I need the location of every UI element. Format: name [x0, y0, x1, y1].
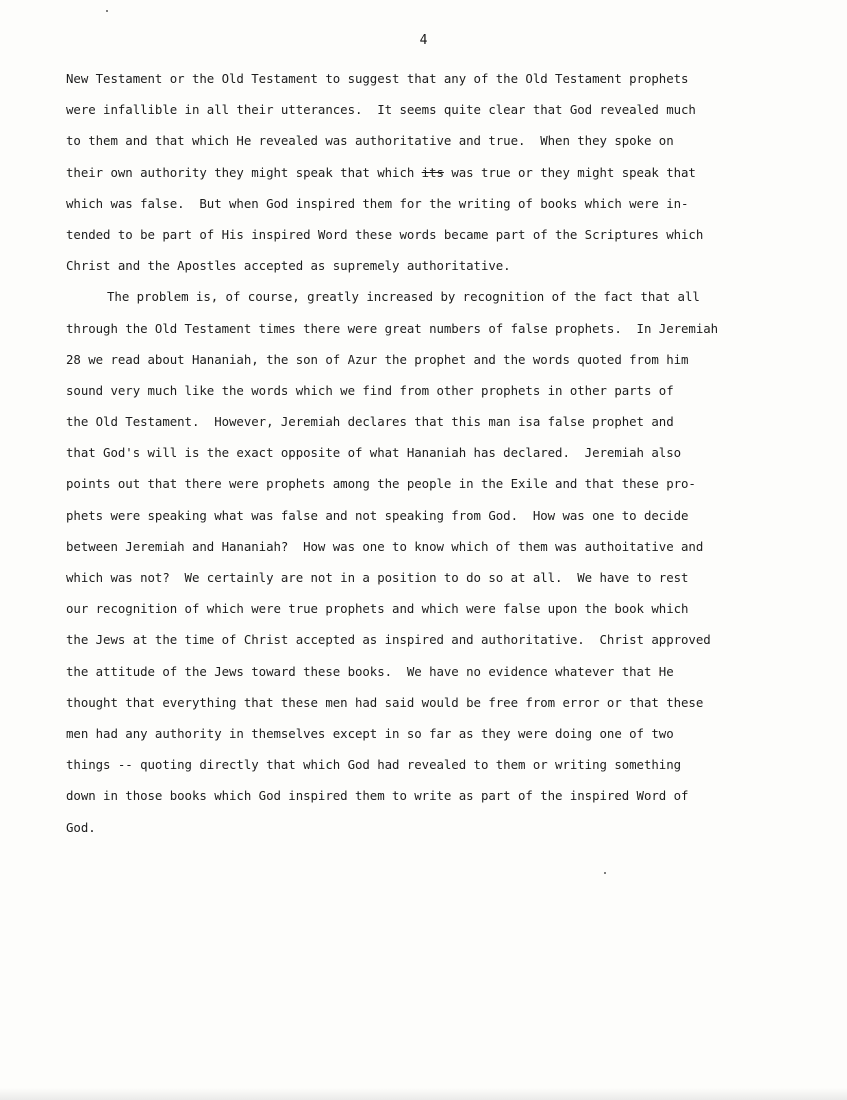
text-line: sound very much like the words which we find from other prophets in other parts of: [66, 382, 674, 398]
text-line: the Jews at the time of Christ accepted as inspired and authoritative. Christ approved: [66, 632, 711, 648]
text-line: things -- quoting directly that which God had revealed to them or writing something: [66, 757, 682, 773]
text-line: our recognition of which were true prophets and which were false upon the book which: [66, 601, 689, 617]
text-line: through the Old Testament times there were great numbers of false prophets. In Jeremiah: [66, 320, 719, 336]
text-line: [66, 157, 811, 188]
scan-speck: [106, 10, 108, 12]
scan-speck: [604, 872, 606, 874]
text-line: down in those books which God inspired them to write as part of the inspired Word of: [66, 788, 689, 804]
paragraph-1: [66, 63, 811, 281]
text-line: the Old Testament. However, Jeremiah declares that this man isa false prophet and: [66, 414, 674, 430]
text-line: Christ and the Apostles accepted as supremely authoritative.: [66, 258, 511, 274]
text-line: tended to be part of His inspired Word these words became part of the Scriptures which: [66, 226, 704, 242]
text-line: The problem is, of course, greatly increased by recognition of the fact that all: [107, 289, 700, 305]
text-line: which was not? We certainly are not in a position to do so at all. We have to rest: [66, 570, 689, 585]
paragraph-2: [66, 281, 811, 874]
text-line: thought that everything that these men had said would be free from error or that these: [66, 694, 704, 710]
text-line: New Testament or the Old Testament to suggest that any of the Old Testament prophets: [66, 71, 689, 86]
text-line: which was false. But when God inspired them for the writing of books which were in-: [66, 195, 689, 211]
page-number: 4: [419, 33, 428, 48]
scan-edge-shadow: [0, 1088, 847, 1100]
text-line: 28 we read about Hananiah, the son of Azur the prophet and the words quoted from him: [66, 351, 689, 367]
text-line: the attitude of the Jews toward these books. We have no evidence whatever that He: [66, 663, 674, 679]
text-line: phets were speaking what was false and not speaking from God. How was one to decide: [66, 507, 689, 523]
text-line: God.: [66, 819, 96, 835]
text-line: to them and that which He revealed was authoritative and true. When they spoke on: [66, 133, 674, 149]
body-text: [66, 63, 811, 874]
text-line-end: was true or they might speak that: [443, 164, 696, 180]
struck-out-word: its: [421, 164, 444, 180]
text-line: points out that there were prophets among the people in the Exile and that these pro-: [66, 476, 696, 492]
text-line-start: their own authority they might speak that which: [66, 164, 422, 180]
text-line: men had any authority in themselves except in so far as they were doing one of two: [66, 725, 674, 741]
text-line: between Jeremiah and Hananiah? How was one to know which of them was authoitative and: [66, 538, 704, 554]
text-line: that God's will is the exact opposite of what Hananiah has declared. Jeremiah also: [66, 445, 682, 461]
text-line: were infallible in all their utterances. It seems quite clear that God revealed much: [66, 102, 696, 118]
text-line: [66, 843, 811, 874]
